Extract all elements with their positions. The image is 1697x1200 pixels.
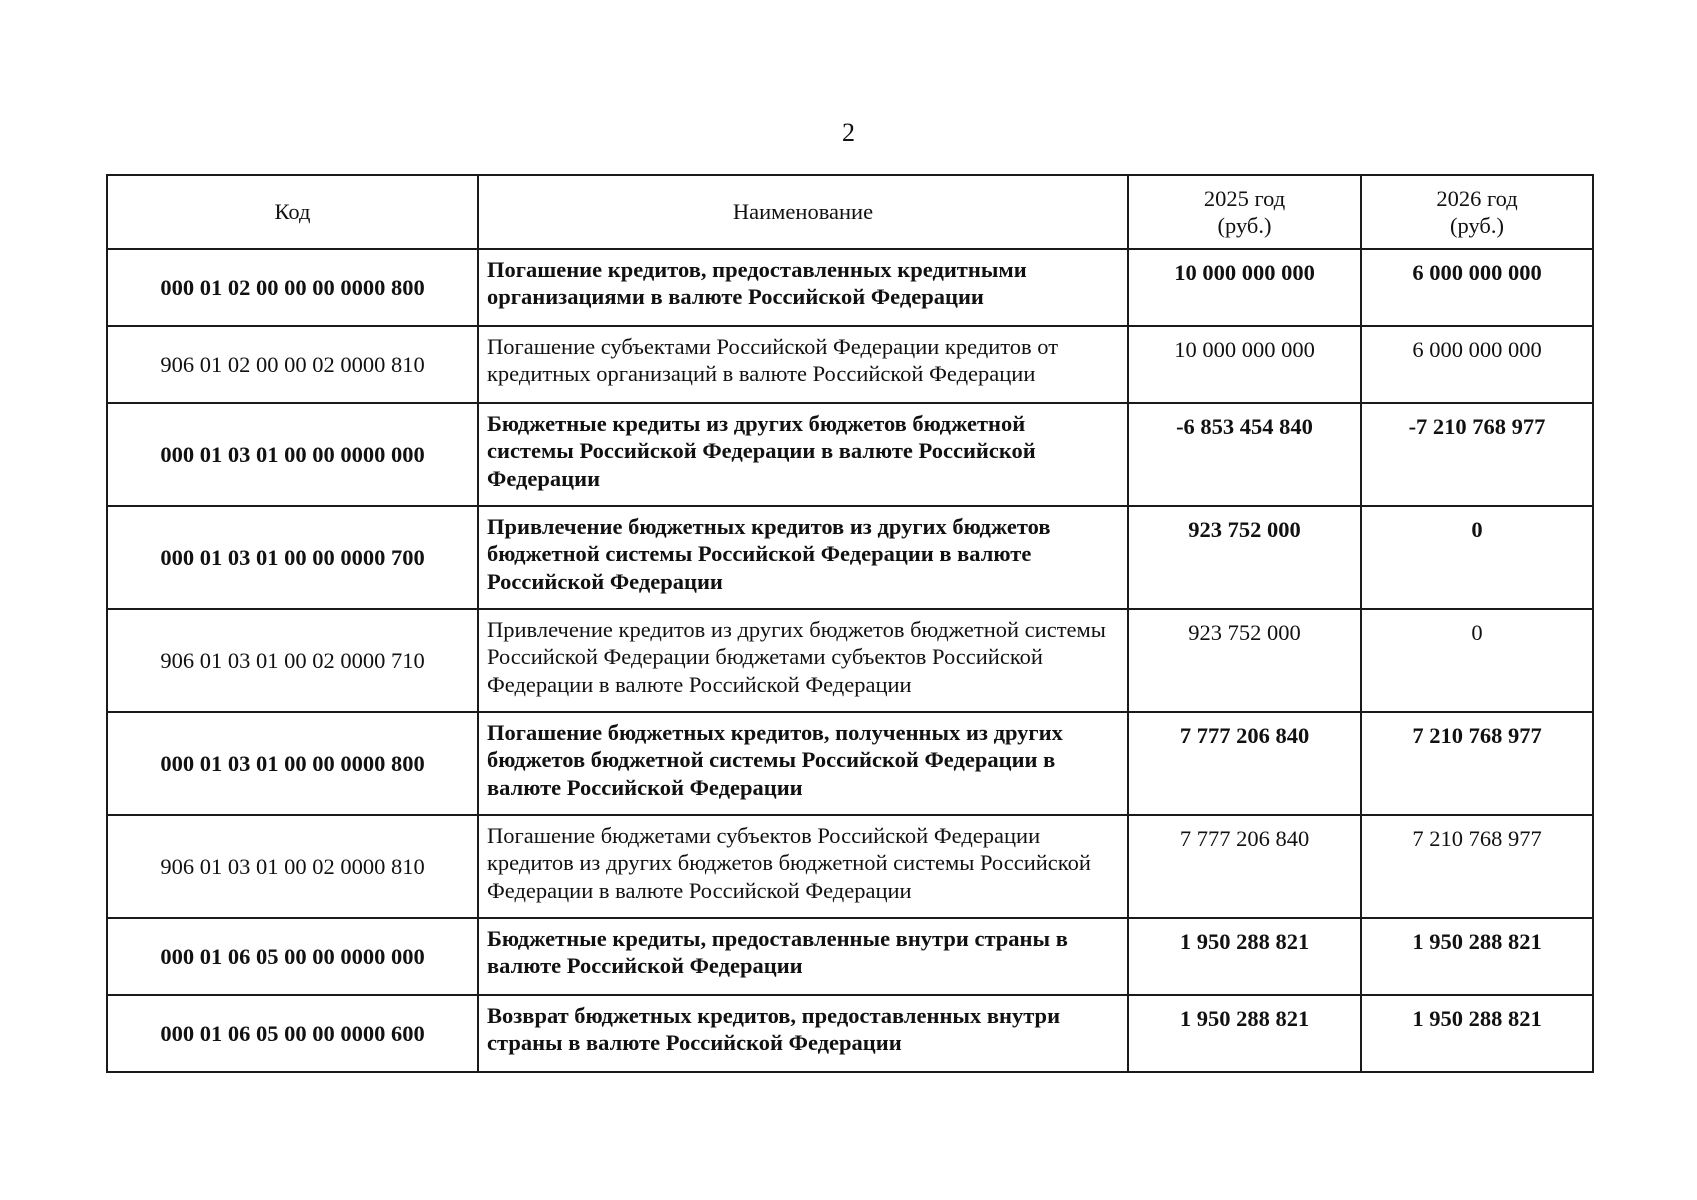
- row-value-2025: 923 752 000: [1128, 506, 1361, 609]
- table-row: [107, 995, 1593, 1072]
- row-name: Погашение кредитов, предоставленных кредитными организациями в валюте Российской Федерации: [478, 249, 1128, 326]
- row-value-2026: 6 000 000 000: [1361, 326, 1593, 403]
- row-value-2025: 7 777 206 840: [1128, 712, 1361, 815]
- row-value-2026: 7 210 768 977: [1361, 712, 1593, 815]
- row-value-2025: 923 752 000: [1128, 609, 1361, 712]
- row-code: 000 01 03 01 00 00 0000 000: [107, 403, 478, 506]
- row-name: Погашение бюджетами субъектов Российской Федерации кредитов из других бюджетов бюджетной системы Российской Федерации в валюте Российской Федерации: [478, 815, 1128, 918]
- header-name: Наименование: [478, 175, 1128, 249]
- header-2025-unit: (руб.): [1217, 213, 1272, 238]
- row-value-2026: 1 950 288 821: [1361, 918, 1593, 995]
- row-value-2026: -7 210 768 977: [1361, 403, 1593, 506]
- row-code: 906 01 03 01 00 02 0000 710: [107, 609, 478, 712]
- header-2025-year: 2025 год: [1203, 185, 1286, 211]
- row-code: 906 01 03 01 00 02 0000 810: [107, 815, 478, 918]
- row-value-2026: 0: [1361, 506, 1593, 609]
- table-header-row: [107, 175, 1593, 249]
- row-name: Бюджетные кредиты из других бюджетов бюджетной системы Российской Федерации в валюте Российской Федерации: [478, 403, 1128, 506]
- row-value-2026: 0: [1361, 609, 1593, 712]
- row-value-2025: 7 777 206 840: [1128, 815, 1361, 918]
- header-2026-year: 2026 год: [1436, 185, 1518, 211]
- row-value-2026: 6 000 000 000: [1361, 249, 1593, 326]
- table-row: [107, 918, 1593, 995]
- row-code: 000 01 02 00 00 00 0000 800: [107, 249, 478, 326]
- row-value-2025: 10 000 000 000: [1128, 249, 1361, 326]
- row-name: Привлечение кредитов из других бюджетов бюджетной системы Российской Федерации бюджетами субъектов Российской Федерации в валюте Российской Федерации: [478, 609, 1128, 712]
- row-code: 000 01 06 05 00 00 0000 000: [107, 918, 478, 995]
- table-row: [107, 815, 1593, 918]
- table-row: [107, 712, 1593, 815]
- table-row: [107, 403, 1593, 506]
- header-2026-unit: (руб.): [1450, 213, 1504, 238]
- header-2025: [1128, 175, 1361, 249]
- row-code: 906 01 02 00 00 02 0000 810: [107, 326, 478, 403]
- row-name: Возврат бюджетных кредитов, предоставленных внутри страны в валюте Российской Федерации: [478, 995, 1128, 1072]
- row-value-2025: 1 950 288 821: [1128, 918, 1361, 995]
- budget-sources-table: [106, 174, 1594, 1073]
- page-number: 2: [842, 118, 855, 147]
- header-2026: [1361, 175, 1593, 249]
- row-code: 000 01 03 01 00 00 0000 700: [107, 506, 478, 609]
- row-value-2025: -6 853 454 840: [1128, 403, 1361, 506]
- row-name: Погашение бюджетных кредитов, полученных из других бюджетов бюджетной системы Российской Федерации в валюте Российской Федерации: [478, 712, 1128, 815]
- row-code: 000 01 06 05 00 00 0000 600: [107, 995, 478, 1072]
- row-code: 000 01 03 01 00 00 0000 800: [107, 712, 478, 815]
- row-value-2025: 1 950 288 821: [1128, 995, 1361, 1072]
- row-value-2025: 10 000 000 000: [1128, 326, 1361, 403]
- row-name: Привлечение бюджетных кредитов из других бюджетов бюджетной системы Российской Федерации в валюте Российской Федерации: [478, 506, 1128, 609]
- row-name: Погашение субъектами Российской Федерации кредитов от кредитных организаций в валюте Российской Федерации: [478, 326, 1128, 403]
- header-code: Код: [107, 175, 478, 249]
- table-row: [107, 326, 1593, 403]
- table-row: [107, 249, 1593, 326]
- table-row: [107, 506, 1593, 609]
- row-value-2026: 1 950 288 821: [1361, 995, 1593, 1072]
- table-row: [107, 609, 1593, 712]
- row-name: Бюджетные кредиты, предоставленные внутри страны в валюте Российской Федерации: [478, 918, 1128, 995]
- row-value-2026: 7 210 768 977: [1361, 815, 1593, 918]
